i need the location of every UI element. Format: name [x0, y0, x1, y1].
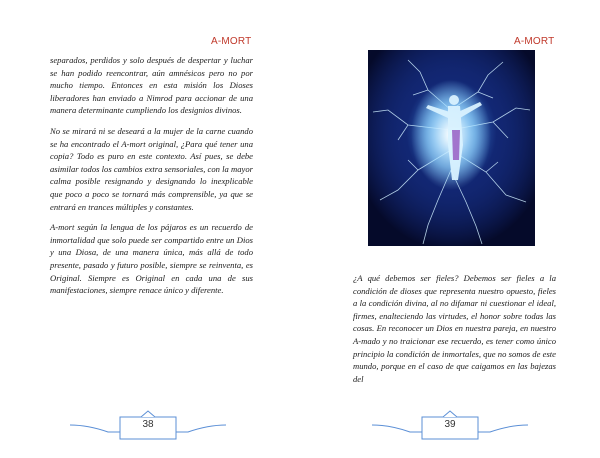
paragraph: separados, perdidos y solo después de despertar y luchar se han podido reencontrar, aún amnésicos pero no por mucho tiempo. Entonces en esta misión los Dioses liberadores han enviado a Nimrod para accionar de una manera determinante cumpliendo los designios divinos. [50, 55, 253, 116]
left-body-text [50, 54, 253, 305]
page-number-frame [370, 408, 530, 442]
paragraph: No se mirará ni se deseará a la mujer de la carne cuando se ha encontrado el A-mort original, ¿Para qué tener una copia? Todo es puro en este contexto. Así pues, se debe asimilar todos los cambios extra sensoriales, con la mayor calma posible resignando y designando lo inexplicable que poco a poco se tornará más comprensible, ya que se entrará en trances múltiples y constantes. [50, 125, 253, 212]
right-page [300, 0, 600, 458]
running-header: A-MORT [514, 36, 555, 47]
page-number: 39 [444, 419, 456, 430]
paragraph: A-mort según la lengua de los pájaros es un recuerdo de inmortalidad que solo puede ser compartido entre un Dios y una Diosa, de una manera única, más allá de todo presente, pasado y futuro posible, siempre se reinventa, es Original. Siempre es Original en cada una de sus manifestaciones, siempre renace único y diferente. [50, 222, 253, 296]
page-number: 38 [142, 419, 154, 430]
paragraph: ¿A qué debemos ser fieles? Debemos ser fieles a la condición de dioses que representa nuestro opuesto, fieles a la condición divina, al no difamar ni cuestionar el ideal, firmes, enalteciendo las virtudes, el honor sobre todas las cosas. En reconocer un Dios en nuestra pareja, en nuestro A-mado y no traicionar ese recuerdo, es tener como único principio la condición de inmortales, que no somos de este mundo, porque en el caso de que caigamos en las bajezas del [353, 273, 556, 384]
illustration-divine-figure [368, 50, 535, 246]
running-header: A-MORT [211, 36, 252, 47]
divine-figure-image [368, 50, 535, 246]
page-number-frame [68, 408, 228, 442]
right-body-text [353, 272, 556, 393]
